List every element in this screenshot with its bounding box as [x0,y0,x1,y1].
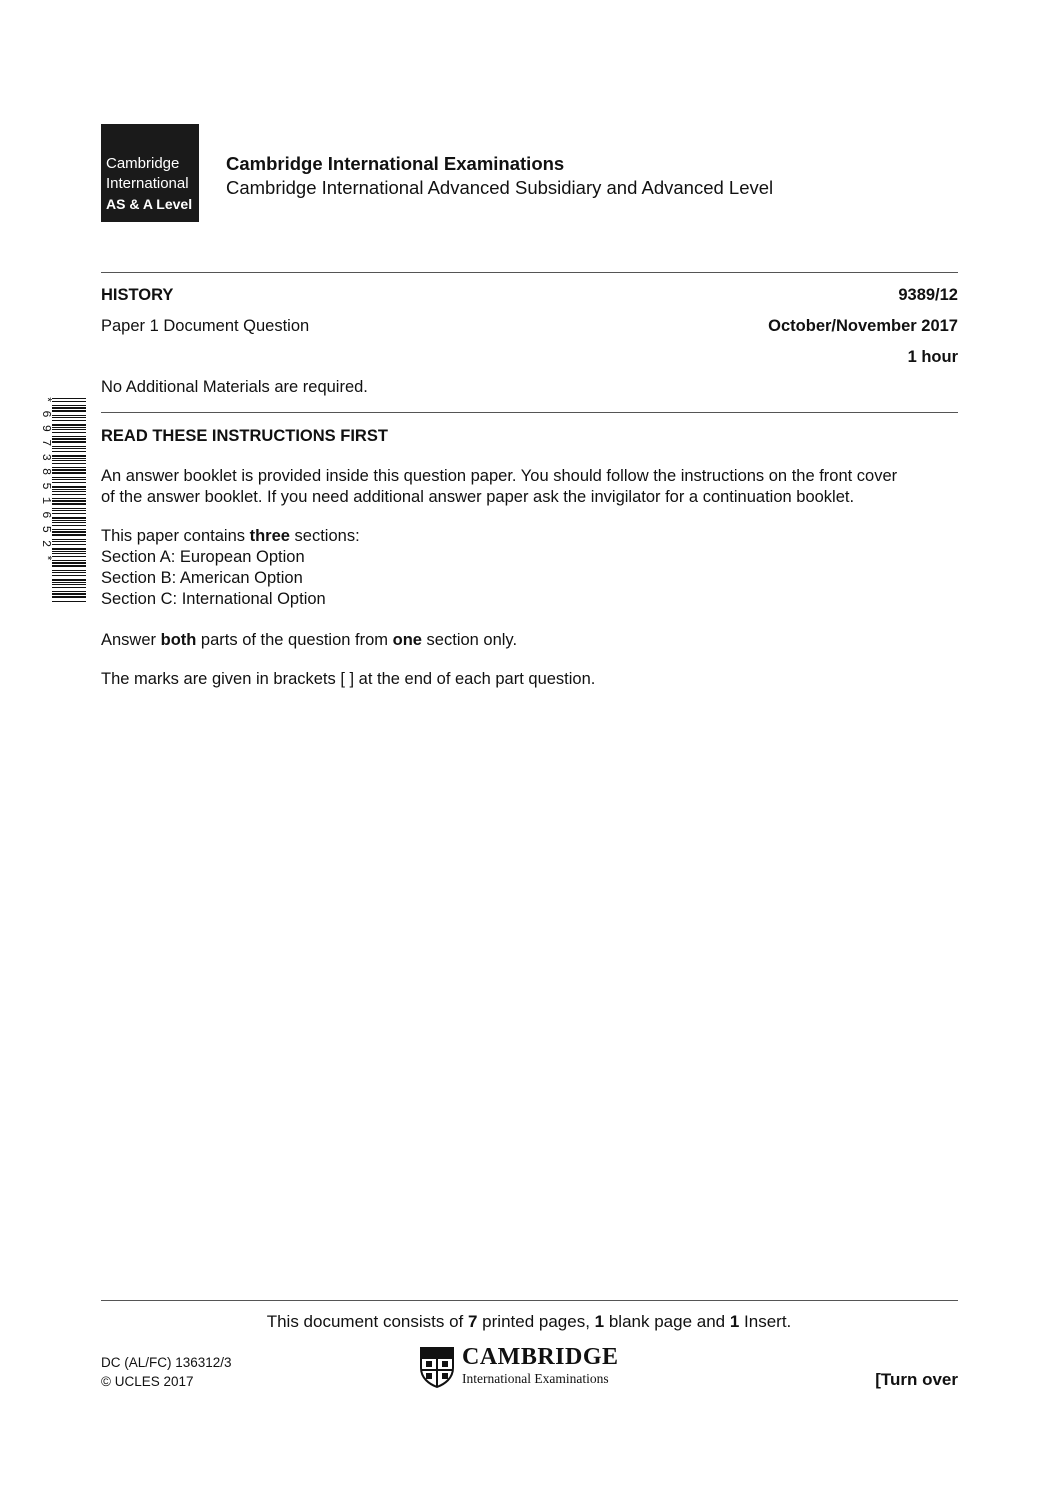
fc3: blank page and [604,1312,730,1331]
barcode-bar [52,427,86,428]
barcode-bar [52,503,86,505]
barcode-bar [52,472,86,474]
barcode-bar [52,529,86,530]
barcode-bar [52,460,86,461]
cambridge-as-a-level-logo [101,124,199,222]
barcode-bar [52,510,86,511]
barcode-bar [52,455,86,457]
barcode-bar [52,517,86,519]
barcode-bar [52,593,86,595]
barcode-bar [52,498,86,499]
barcode-bar [52,582,86,583]
instructions-paragraph-2 [101,526,961,610]
barcode-bar [52,415,86,416]
barcode-bar [52,407,86,409]
barcode-bar [52,560,86,561]
barcode-bar [52,556,86,557]
p2-bold: three [249,527,290,545]
paper-code: 9389/12 [898,286,958,304]
barcode-bar [52,572,86,573]
barcode-bar [52,520,86,521]
barcode-bar [52,432,86,433]
cambridge-wordmark: CAMBRIDGE [462,1344,619,1370]
p2-post: sections: [289,527,360,545]
barcode-bar [52,587,86,588]
barcode-bar [52,405,86,406]
barcode-bar [52,513,86,514]
barcode-bar [52,420,86,421]
barcode-bar [52,463,86,464]
barcode-bar [52,525,86,526]
barcode-bar [52,508,86,509]
barcode-bar [52,584,86,585]
barcode-bar [52,534,86,536]
divider-top [101,272,958,273]
cambridge-shield-icon [419,1346,455,1388]
instructions-paragraph-1 [101,466,961,508]
barcode-icon [34,396,86,604]
barcode-bar [52,436,86,437]
p3-c: parts of the question from [196,631,393,649]
barcode-bar [52,482,86,483]
barcode-bar [52,458,86,459]
barcode-bar [52,438,86,440]
fc2: printed pages, [477,1312,595,1331]
cambridge-wordmark-sub: International Examinations [462,1371,609,1386]
barcode-bar [52,575,86,576]
barcode-bar [52,500,86,502]
barcode-bar [52,539,86,540]
instructions-paragraph-4: The marks are given in brackets [ ] at the end of each part question. [101,670,596,688]
barcode-bar [52,448,86,449]
p1-line-1: An answer booklet is provided inside this question paper. You should follow the instructions on the front cover [101,467,898,485]
p3-a: Answer [101,631,161,649]
barcode-bar [52,451,86,452]
fn3: 1 [729,1312,740,1331]
duration: 1 hour [907,348,958,366]
barcode-bar [52,486,86,488]
barcode-bar [52,441,86,443]
p2-pre: This paper contains [101,527,250,545]
instructions-paragraph-3 [101,630,961,651]
barcode-bar [52,424,86,426]
barcode-number: * 6 9 7 3 8 5 1 6 5 2 * [39,396,53,562]
subject: HISTORY [101,286,174,304]
org-subtitle: Cambridge International Advanced Subsidiary and Advanced Level [226,177,774,198]
instructions-heading: READ THESE INSTRUCTIONS FIRST [101,427,388,445]
p3-e: section only. [421,631,518,649]
barcode-bar [52,489,86,490]
barcode-bar [52,479,86,480]
barcode-bar [52,531,86,533]
section-a: Section A: European Option [101,548,305,566]
page-count-note [0,1312,1058,1332]
barcode-bar [52,398,86,399]
barcode-bar [52,544,86,545]
logo-line-3: AS & A Level [106,196,193,212]
fc1: This document consists of [266,1312,468,1331]
barcode-bar [52,551,86,552]
barcode-bar [52,591,86,592]
barcode-bar [52,467,86,468]
fn2: 1 [594,1312,605,1331]
barcode-bar [52,522,86,523]
section-c: Section C: International Option [101,590,326,608]
barcode-bar [52,548,86,550]
org-name: Cambridge International Examinations [226,153,565,174]
p3-d: one [392,631,422,649]
logo-line-2: International [106,175,189,192]
barcode-bar [52,601,86,602]
barcode-bar [52,494,86,495]
document-ref: DC (AL/FC) 136312/3 [101,1355,232,1370]
barcode-bar [52,417,86,418]
barcode-bar [52,410,86,412]
barcode-bar [52,562,86,564]
copyright: © UCLES 2017 [101,1374,194,1389]
divider-footer [101,1300,958,1301]
p2-line [101,526,961,547]
exam-session: October/November 2017 [768,317,958,335]
barcode-bar [52,446,86,447]
barcode-bar [52,570,86,571]
barcode-bar [52,541,86,542]
barcode-bar [52,401,86,402]
section-b: Section B: American Option [101,569,303,587]
barcode-bar [52,565,86,567]
barcode-bar [52,579,86,581]
barcode-bar [52,596,86,598]
paper-title: Paper 1 Document Question [101,317,310,335]
materials-note: No Additional Materials are required. [101,378,368,396]
divider-mid [101,412,958,413]
barcode-bar [52,469,86,471]
barcode-bar [52,553,86,554]
turn-over: [Turn over [875,1370,958,1389]
barcode-bar [52,429,86,430]
p3-b: both [160,631,197,649]
fn1: 7 [467,1312,478,1331]
p1-line-2: of the answer booklet. If you need additional answer paper ask the invigilator for a continuation booklet. [101,488,855,506]
logo-line-1: Cambridge [106,155,180,172]
fc4: Insert. [739,1312,792,1331]
barcode-bar [52,491,86,492]
barcode-bar [52,477,86,478]
